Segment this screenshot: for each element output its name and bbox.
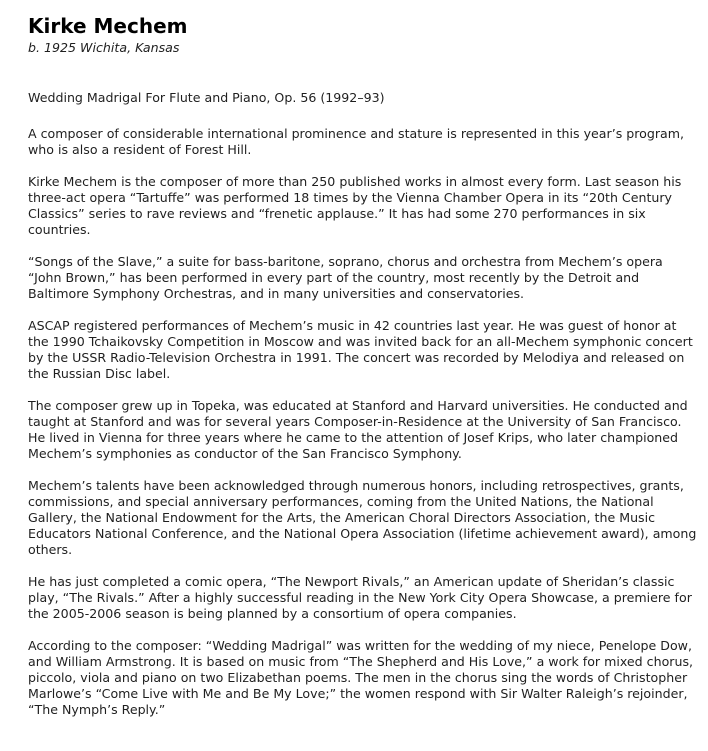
paragraph-8: According to the composer: “Wedding Madrigal” was written for the wedding of my niece, Penelope Dow, and William Armstrong. It is based on music from “The Shepherd and His Love,” a work for mixed chorus, piccolo, viola and piano on two Elizabethan poems. The men in the chorus sing the words of Christopher Marlowe’s “Come Live with Me and Be My Love;” the women respond with Sir Walter Raleigh’s rejoinder, “The Nymph’s Reply.” [28,638,694,717]
paragraph-3: “Songs of the Slave,” a suite for bass-baritone, soprano, chorus and orchestra from Mechem’s opera “John Brown,” has been performed in every part of the country, most recently by the Detroit and Baltimore Symphony Orchestras, and in many universities and conservatories. [28,254,663,301]
paragraph-5: The composer grew up in Topeka, was educated at Stanford and Harvard universities. He conducted and taught at Stanford and was for several years Composer-in-Residence at the University of San Francisco. He lived in Vienna for three years where he came to the attention of Josef Krips, who later championed Mechem’s symphonies as conductor of the San Francisco Symphony. [28,398,688,461]
composer-birth-subtitle: b. 1925 Wichita, Kansas [28,40,180,55]
paragraph-7: He has just completed a comic opera, “The Newport Rivals,” an American update of Sheridan’s classic play, “The Rivals.” After a highly successful reading in the New York City Opera Showcase, a premiere for the 2005-2006 season is being planned by a consortium of opera companies. [28,574,692,621]
paragraph-1: A composer of considerable international prominence and stature is represented in this year’s program, who is also a resident of Forest Hill. [28,126,685,157]
document-header [28,14,700,56]
page-title: Kirke Mechem [28,14,188,38]
work-title: Wedding Madrigal For Flute and Piano, Op. 56 (1992–93) [28,90,385,105]
paragraph-6: Mechem’s talents have been acknowledged through numerous honors, including retrospectives, grants, commissions, and special anniversary performances, coming from the United Nations, the National Gallery, the National Endowment for the Arts, the American Choral Directors Association, the Music Educators National Conference, and the National Opera Association (lifetime achievement award), among others. [28,478,697,557]
paragraph-4: ASCAP registered performances of Mechem’s music in 42 countries last year. He was guest of honor at the 1990 Tchaikovsky Competition in Moscow and was invited back for an all-Mechem symphonic concert by the USSR Radio-Television Orchestra in 1991. The concert was recorded by Melodiya and released on the Russian Disc label. [28,318,693,381]
paragraph-2: Kirke Mechem is the composer of more than 250 published works in almost every form. Last season his three-act opera “Tartuffe” was performed 18 times by the Vienna Chamber Opera in its “20th Century Classics” series to rave reviews and “frenetic applause.” It has had some 270 performances in six countries. [28,174,682,237]
